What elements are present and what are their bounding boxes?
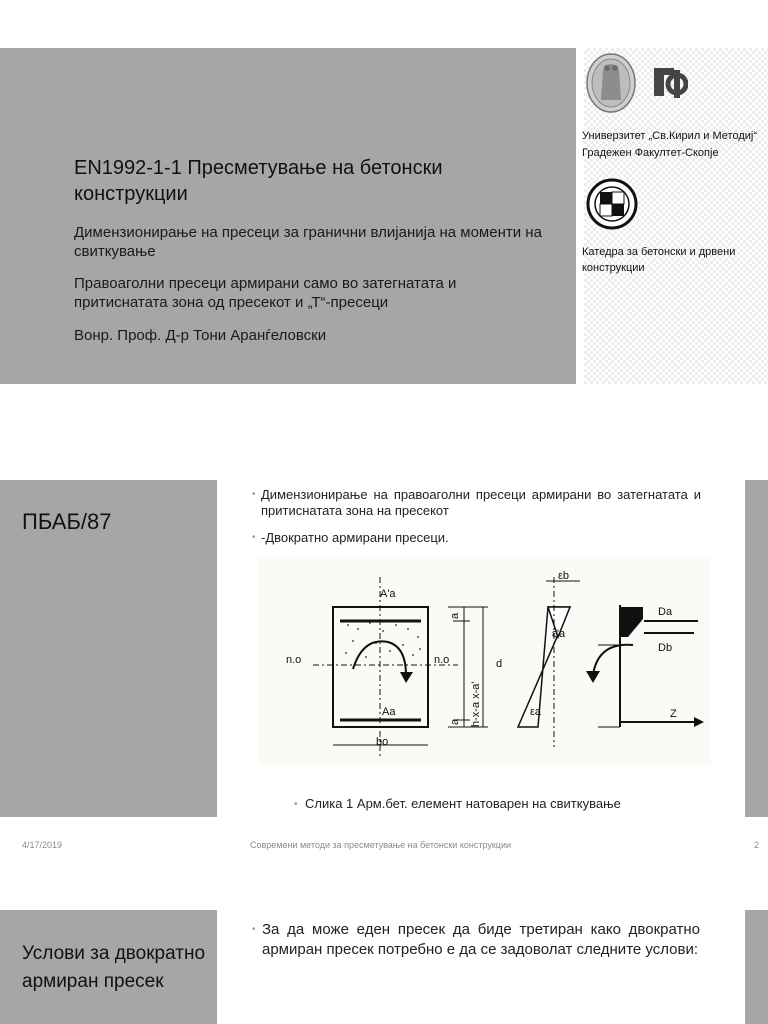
label-a-bottom: a <box>449 718 461 725</box>
bullet-icon: • <box>294 799 298 810</box>
slide-subtitle-2: Правоаголни пресеци армирани само во затегнатата и притиснатата зона од пресекот и „Т“-пресеци <box>74 275 457 311</box>
slide-title: ПБАБ/87 <box>22 509 112 534</box>
faculty-name: Градежен Факултет-Скопје <box>582 147 719 159</box>
bullet-text-2: -Двократно армирани пресеци. <box>261 530 449 545</box>
bullet-text: За да може еден пресек да биде третиран како двократно армиран пресек потребно е да се задоволат следните услови: <box>262 921 700 958</box>
label-no-right: n.o <box>434 654 450 666</box>
figure-caption: Слика 1 Арм.бет. елемент натоварен на свиткување <box>305 796 621 811</box>
label-a-top: a <box>449 612 461 619</box>
label-Db: Db <box>658 642 673 654</box>
label-Da: Da <box>658 606 673 618</box>
slide-title: EN1992-1-1 Пресметување на бетонски конструкции <box>74 157 443 205</box>
department-name: Катедра за бетонски и дрвени конструкции <box>582 246 736 274</box>
cross-section-figure <box>258 557 711 765</box>
footer-date: 4/17/2019 <box>22 840 63 850</box>
label-Z: Z <box>670 708 677 720</box>
department-seal-icon <box>586 178 638 230</box>
slide-side-strip <box>745 910 768 1024</box>
university-name: Универзитет „Св.Кирил и Методиј“ <box>582 130 757 142</box>
bullet-icon: • <box>252 532 256 543</box>
label-eps-a: εa <box>530 706 542 718</box>
label-d: d <box>496 658 503 670</box>
slide-subtitle-1: Димензионирање на пресеци за гранични влијанија на моменти на свиткување <box>74 224 542 260</box>
label-a-prime: A'a <box>380 588 396 600</box>
slide-title: Услови за двократно армиран пресек <box>22 943 206 992</box>
label-no-left: n.o <box>286 654 302 666</box>
label-a: Aa <box>382 706 396 718</box>
label-dimensions: h-x-a x-a' <box>470 681 482 727</box>
author-name: Вонр. Проф. Д-р Тони Аранѓеловски <box>74 327 327 344</box>
label-eps-a-prime: ε'a <box>552 628 566 640</box>
bullet-icon: • <box>252 924 256 935</box>
bullet-text-1: Димензионирање на правоаголни пресеци армирани во затегнатата и притиснатата зона на пресекот <box>261 487 701 518</box>
faculty-logo-icon <box>652 64 688 100</box>
label-eps-b: εb <box>558 570 570 582</box>
slide-side-strip <box>745 480 768 817</box>
footer-title: Современи методи за пресметување на бетонски конструкции <box>250 840 512 850</box>
university-seal-icon <box>585 52 637 114</box>
label-b0: bo <box>376 736 389 748</box>
page-number: 2 <box>754 840 760 850</box>
bullet-icon: • <box>252 489 256 500</box>
